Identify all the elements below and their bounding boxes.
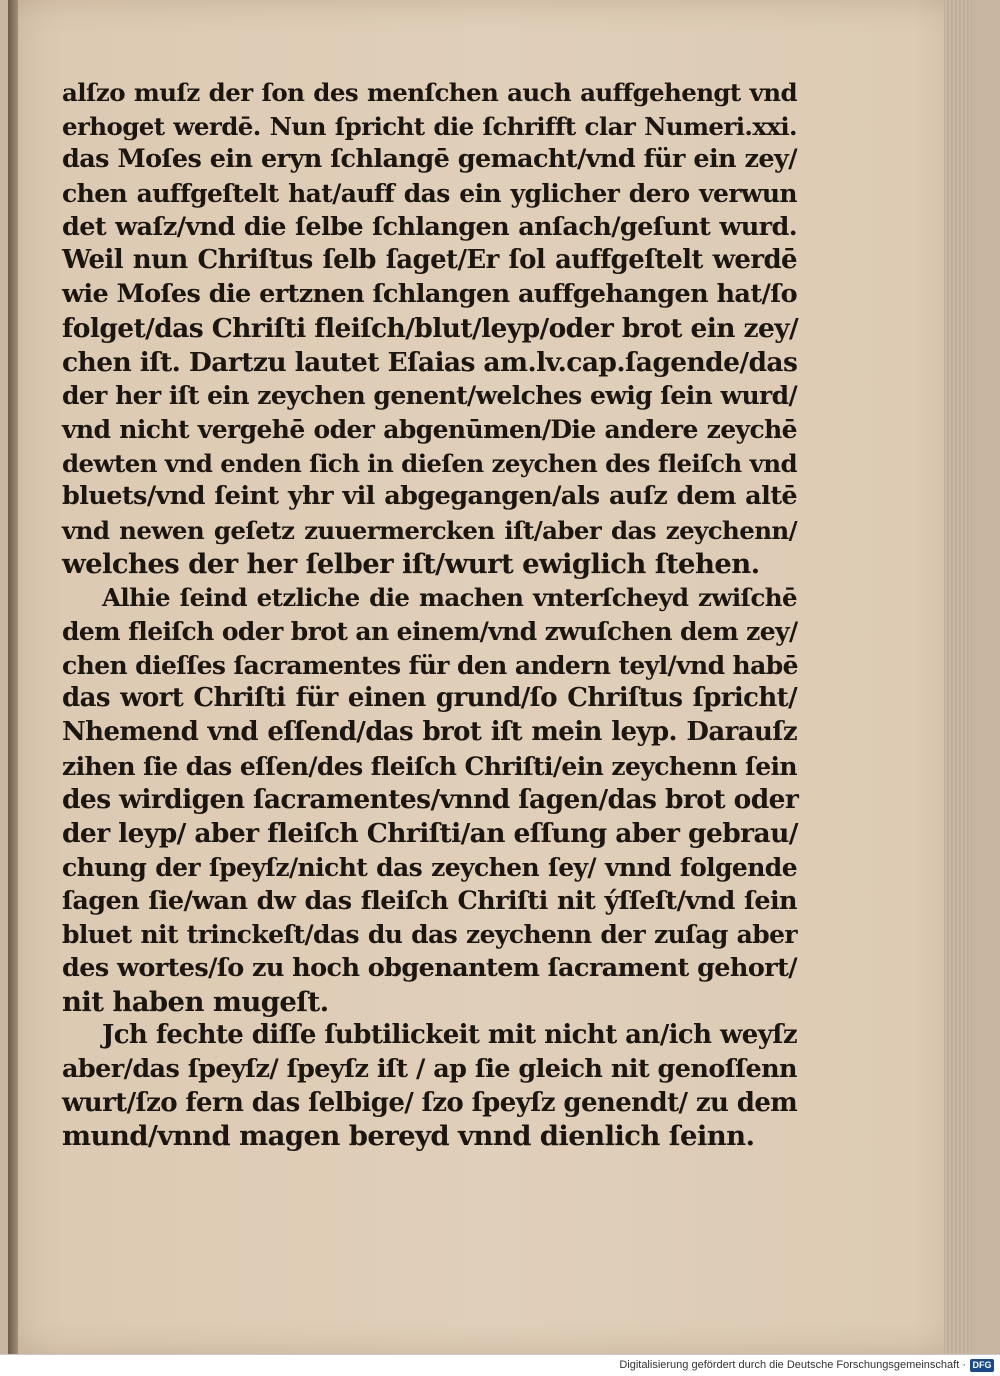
text-line-8: folget/das Chriſti fleiſch/blut/leyp/oder brot ein zey/ (62, 312, 799, 344)
text-line-14: vnd newen geſetz zuuermercken iſt/aber das zeychenn/ (62, 515, 797, 545)
funding-credit: Digitalisierung gefördert durch die Deutsche Forschungsgemeinschaft · (619, 1359, 966, 1371)
text-line-1: alſzo muſz der ſon des menſchen auch auffgehengt vnd (62, 78, 797, 107)
text-line-11: vnd nicht vergehē oder abgenūmen/Die andere zeychē (62, 414, 797, 444)
text-line-13: bluets/vnd ſeint yhr vil abgegangen/als auſz dem altē (62, 481, 797, 512)
text-line-20: Nhemend vnd eſſend/das brot iſt mein leyp. Darauſz (62, 717, 797, 748)
text-line-16: Alhie ſeind etzliche die machen vnterſcheyd zwiſchē (102, 583, 797, 613)
text-line-18: chen dieſſes ſacramentes für den andern teyl/vnd habē (62, 650, 798, 680)
text-line-15: welches der her ſelber iſt/wurt ewiglich ſtehen. (62, 547, 760, 580)
text-line-2: erhoget werdē. Nun ſpricht die ſchrifft clar Numeri.xxi. (62, 111, 797, 141)
text-line-19: das wort Chriſti für einen grund/ſo Chriſtus ſpricht/ (62, 683, 797, 714)
text-line-25: ſagen ſie/wan dw das fleiſch Chriſti nit ýſſeſt/vnd ſein (62, 885, 797, 916)
text-line-31: wurt/ſzo fern das ſelbige/ ſzo ſpeyſz genendt/ zu dem (62, 1087, 798, 1118)
text-line-9: chen iſt. Dartzu lautet Eſaias am.lv.cap.ſagende/das (62, 346, 798, 378)
text-line-10: der her iſt ein zeychen genent/welches ewig ſein wurd/ (62, 381, 797, 411)
page-fore-edge (944, 0, 972, 1354)
text-line-5: det waſz/vnd die ſelbe ſchlangen anſach/geſunt wurd. (62, 211, 797, 242)
book-spine (8, 0, 18, 1354)
dfg-logo-icon: DFG (970, 1359, 994, 1372)
text-line-7: wie Moſes die ertznen ſchlangen auffgehangen hat/ſo (62, 279, 797, 310)
text-line-32: mund/vnnd magen bereyd vnnd dienlich ſeinn. (62, 1120, 755, 1153)
text-line-30: aber/das ſpeyſz/ ſpeyſz iſt / ap ſie gleich nit genoſſenn (62, 1053, 797, 1084)
text-line-6: Weil nun Chriſtus ſelb ſaget/Er ſol auffgeſtelt werdē (62, 245, 797, 276)
text-line-22: des wirdigen ſacramentes/vnnd ſagen/das brot oder (62, 784, 799, 816)
text-line-29: Jch fechte diſſe ſubtilickeit mit nicht an/ich weyſz (102, 1020, 797, 1051)
text-line-3: das Moſes ein eryn ſchlangē gemacht/vnd für ein zey/ (62, 144, 797, 175)
text-line-23: der leyp/ aber fleiſch Chriſti/an eſſung aber gebrau/ (62, 818, 798, 850)
show-through-bleed (68, 1140, 768, 1170)
text-line-24: chung der ſpeyſz/nicht das zeychen ſey/ vnnd folgende (62, 852, 797, 882)
text-line-17: dem fleiſch oder brot an einem/vnd zwuſchen dem zey/ (62, 617, 798, 646)
digitization-footer (0, 1354, 1000, 1376)
text-line-4: chen auffgeſtelt hat/auff das ein yglicher dero verwun (62, 179, 797, 209)
text-line-21: zihen ſie das eſſen/des fleiſch Chriſti/ein zeychenn ſein (62, 751, 797, 781)
text-block (62, 76, 797, 1154)
text-line-27: des wortes/ſo zu hoch obgenantem ſacrament gehort/ (62, 952, 797, 983)
text-line-12: dewten vnd enden ſich in dieſen zeychen des fleiſch vnd (62, 448, 797, 478)
text-line-26: bluet nit trinckeſt/das du das zeychenn der zuſag aber (62, 920, 797, 950)
text-line-28: nit haben mugeſt. (62, 985, 329, 1018)
paper-leaf (8, 0, 972, 1354)
